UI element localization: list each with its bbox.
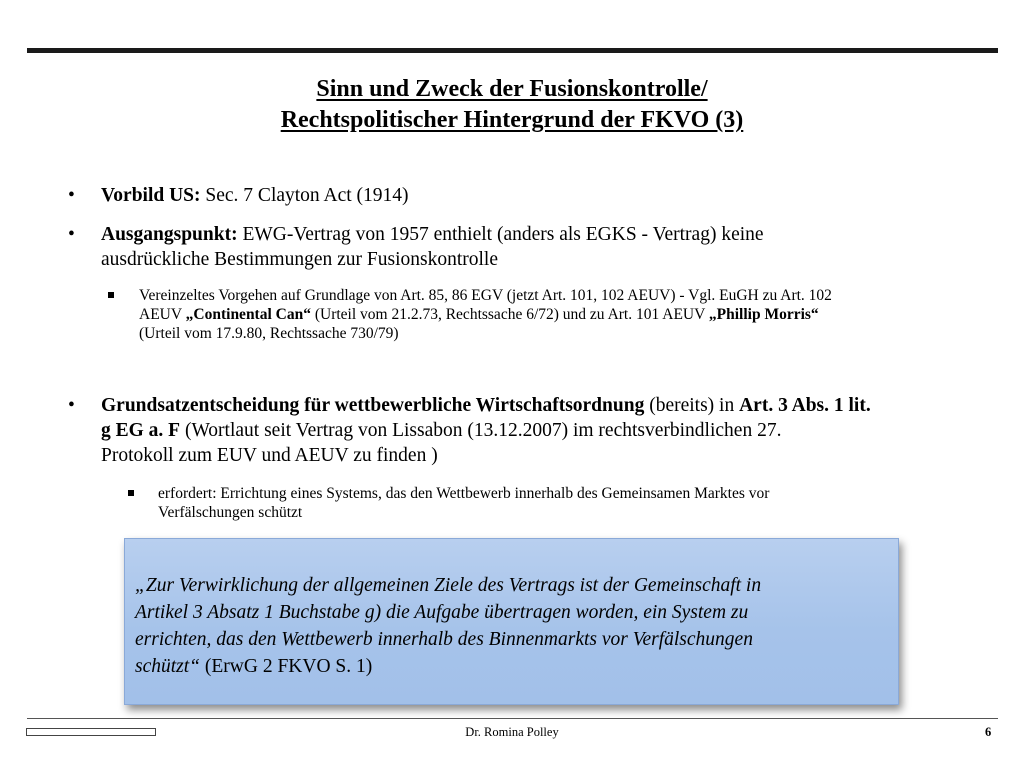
bullet-body-2: (Wortlaut seit Vertrag von Lissabon (13.12.2007) im rechtsverbindlichen 27. [180,420,782,441]
subbullet-line-1: erfordert: Errichtung eines Systems, das den Wettbewerb innerhalb des Gemeinsamen Marktes vor [158,485,770,502]
title-line-1: Sinn und Zweck der Fusionskontrolle/ [316,76,708,102]
bullet-marker: • [68,185,75,206]
bullet-body-1: (bereits) in [644,395,740,416]
bullet-bold-label: Vorbild US: [101,185,201,206]
square-bullet-icon [128,490,134,496]
bullet-body-3: Protokoll zum EUV und AEUV zu finden ) [101,445,438,466]
title-line-2: Rechtspolitischer Hintergrund der FKVO (3) [280,107,744,133]
subbullet-line-2a: AEUV [139,306,186,323]
quote-line-1: „Zur Verwirklichung der allgemeinen Ziele des Vertrags ist der Gemeinschaft in [135,575,762,596]
subbullet-line-2b: (Urteil vom 21.2.73, Rechtssache 6/72) und zu Art. 101 AEUV [310,306,709,323]
subbullet-line-1: Vereinzeltes Vorgehen auf Grundlage von Art. 85, 86 EGV (jetzt Art. 101, 102 AEUV) - Vgl. EuGH zu Art. 102 [139,287,832,304]
bullet-bold-3: g EG a. F [101,420,181,441]
square-bullet-icon [108,292,114,298]
quote-line-2: Artikel 3 Absatz 1 Buchstabe g) die Aufgabe übertragen worden, ein System zu [135,602,749,623]
bullet-body-line-1: EWG-Vertrag von 1957 enthielt (anders als EGKS - Vertrag) keine [237,224,764,245]
bullet-body-line-2: ausdrückliche Bestimmungen zur Fusionskontrolle [101,249,498,270]
footer-author: Dr. Romina Polley [465,725,559,739]
footer-rule [27,718,998,719]
quote-text [135,572,887,680]
bullet-text [101,222,1001,272]
subbullet-line-2: Verfälschungen schützt [158,504,303,521]
page-number: 6 [985,725,992,739]
subbullet-line-3: (Urteil vom 17.9.80, Rechtssache 730/79) [139,325,399,342]
bullet-body: Sec. 7 Clayton Act (1914) [200,185,409,206]
case-phillip-morris: „Phillip Morris“ [708,306,819,323]
bullet-bold-2: Art. 3 Abs. 1 lit. [739,395,871,416]
bullet-text [101,183,1001,208]
bullet-bold-label: Ausgangspunkt: [101,224,238,245]
bullet-marker: • [68,224,75,245]
bullet-bold-1: Grundsatzentscheidung für wettbewerbliche Wirtschaftsordnung [101,395,645,416]
case-continental-can: „Continental Can“ [185,306,311,323]
quote-line-4: schützt“ [135,656,201,677]
bullet-text [101,393,1001,468]
subbullet-text [139,286,999,343]
header-rule [27,48,998,53]
subbullet-text [158,484,988,522]
quote-box [124,538,899,705]
quote-line-3: errichten, das den Wettbewerb innerhalb des Binnenmarkts vor Verfälschungen [135,629,753,650]
slide-title [0,74,1024,136]
quote-citation: (ErwG 2 FKVO S. 1) [200,656,373,677]
bullet-marker: • [68,395,75,416]
